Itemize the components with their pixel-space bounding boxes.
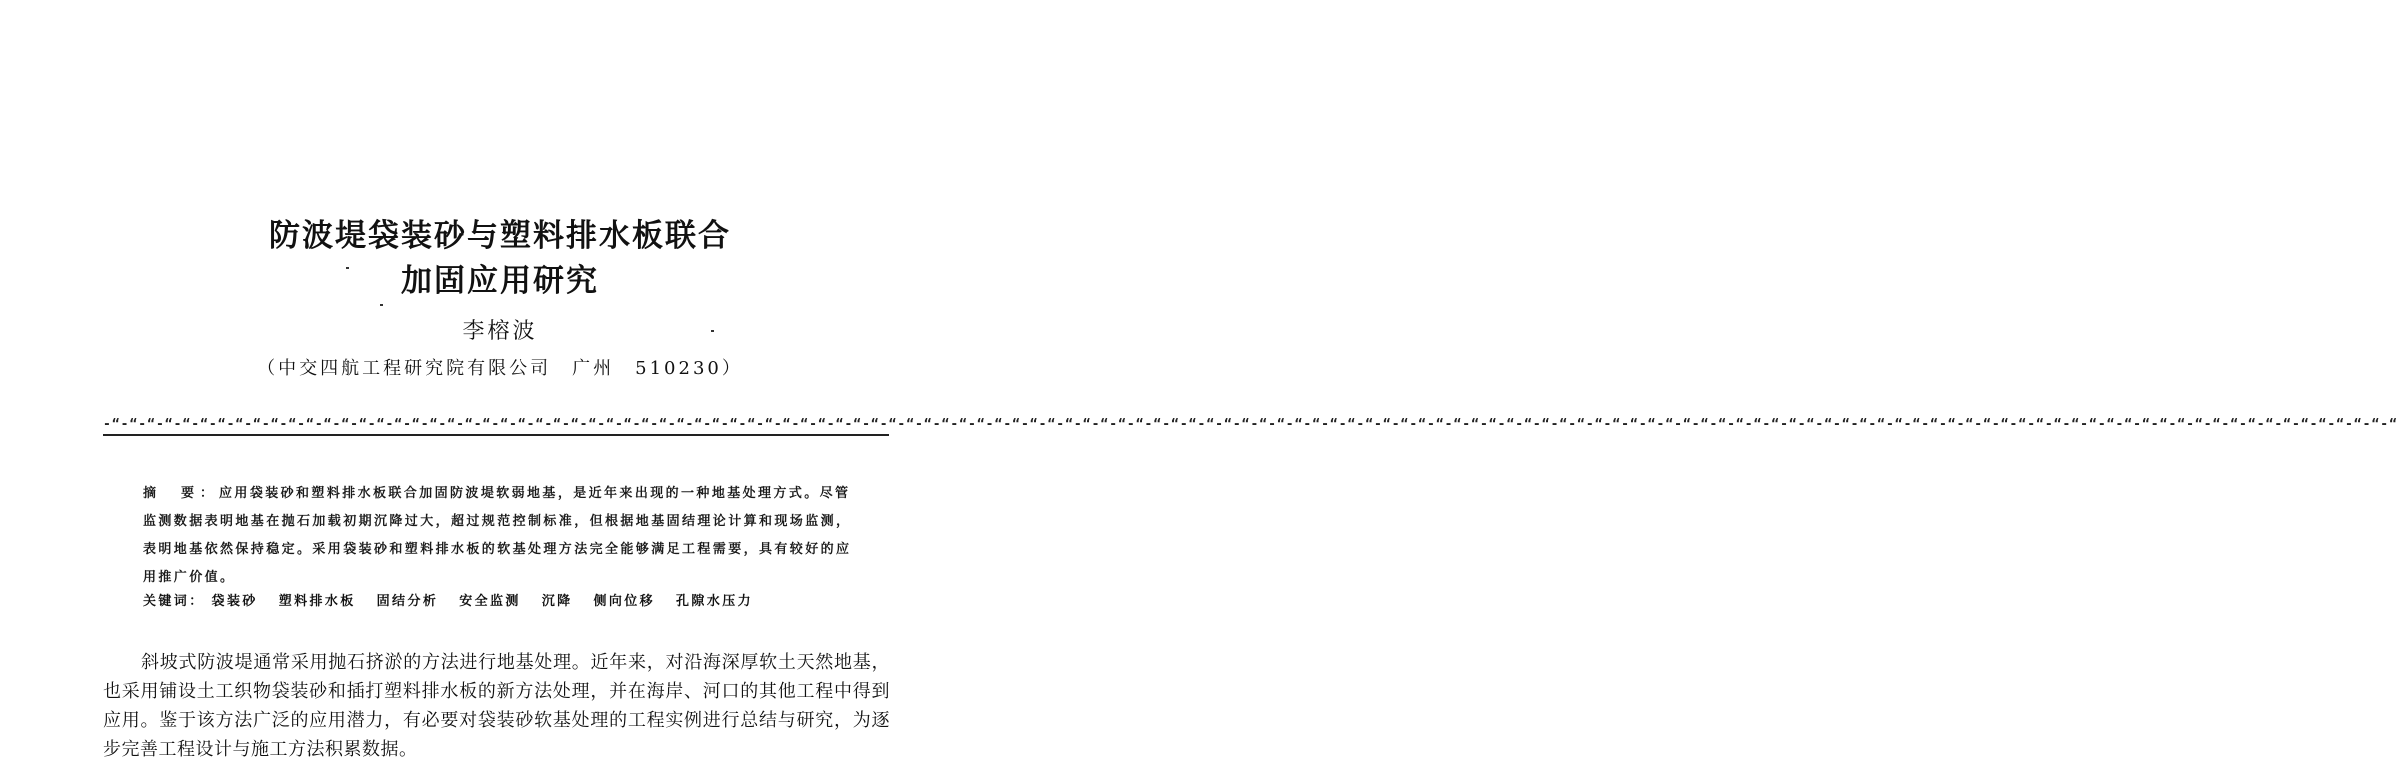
keyword-item: 侧向位移 [593,594,656,609]
abstract [143,480,855,592]
scan-speck [380,304,383,306]
keyword-item: 安全监测 [459,594,521,609]
keyword-item: 袋装砂 [211,594,258,609]
paper-title-line-2: 加固应用研究 [401,263,599,299]
abstract-label: 摘 要： [143,486,220,501]
author-affiliation: （中交四航工程研究院有限公司 广州 510230） [257,358,743,379]
author-name: 李榕波 [462,319,538,344]
section-divider: -“-“-“-“-“-“-“-“-“-“-“-“-“-“-“-“-“-“-“-“-“-“-“-“-“-“-“-“-“-“-“-“-“-“-“-“-“-“-“-“-“-“-“-“-“-“-“-“-“-“-“-“-“-“-“-“-“-“-“-“-“-“-“-“-“-“-“-“-“-“-“-“-“-“-“-“-“-“-“-“-“-“-“-“-“-“-“-“-“-“-“-“-“-“-“-“-“-“-“-“-“-“-“-“-“-“-“-“-“-“-“-“-“-“-“-“-“-“-“-“-“-“-“-“-“-“-“-“-“-“ [103,418,889,436]
paper-title-line-1: 防波堤袋装砂与塑料排水板联合 [269,218,731,254]
abstract-text: 应用袋装砂和塑料排水板联合加固防波堤软弱地基，是近年来出现的一种地基处理方式。尽管监测数据表明地基在抛石加载初期沉降过大，超过规范控制标准，但根据地基固结理论计算和现场监测，表明地基依然保持稳定。采用袋装砂和塑料排水板的软基处理方法完全能够满足工程需要，具有较好的应用推广价值。 [143,486,852,585]
body-paragraph: 斜坡式防波堤通常采用抛石挤淤的方法进行地基处理。近年来，对沿海深厚软土天然地基，也采用铺设土工织物袋装砂和插打塑料排水板的新方法处理，并在海岸、河口的其他工程中得到应用。鉴于该方法广泛的应用潜力，有必要对袋装砂软基处理的工程实例进行总结与研究，为逐步完善工程设计与施工方法积累数据。 [103,652,890,760]
keywords [143,590,855,614]
scan-speck [346,267,349,269]
keyword-item: 塑料排水板 [278,594,356,609]
keywords-label: 关键词： [143,594,205,609]
keyword-item: 固结分析 [376,594,439,609]
keyword-item: 沉降 [541,594,573,609]
keyword-item: 孔隙水压力 [676,594,754,609]
